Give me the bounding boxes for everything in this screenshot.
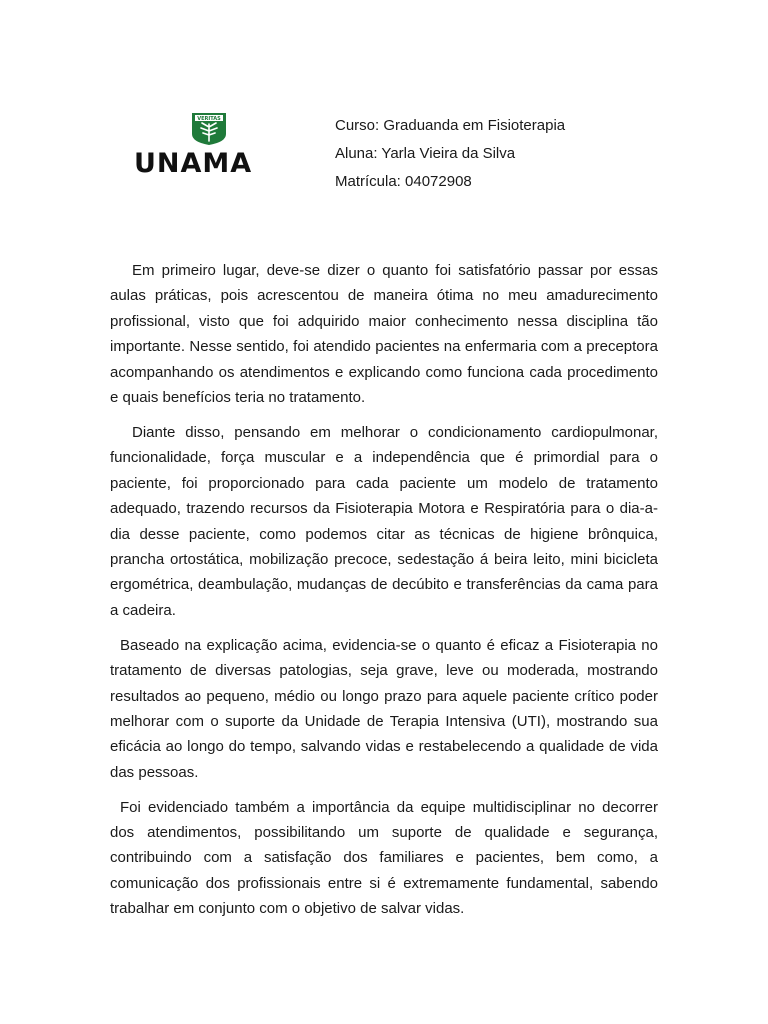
registration-line: Matrícula: 04072908 <box>335 173 472 190</box>
paragraph-1: Em primeiro lugar, deve-se dizer o quanto foi satisfatório passar por essas aulas práticas, pois acrescentou de maneira ótima no meu amadurecimento profissional, visto que foi adquirido maior conhecimento nessa disciplina tão importante. Nesse sentido, foi atendido pacientes na enfermaria com a preceptora acompanhando os atendimentos e explicando como funciona cada procedimento e quais benefícios teria no tratamento. <box>110 262 658 407</box>
unama-logo <box>134 112 298 178</box>
student-line: Aluna: Yarla Vieira da Silva <box>335 145 516 162</box>
paragraph-2: Diante disso, pensando em melhorar o condicionamento cardiopulmonar, funcionalidade, força muscular e a independência que é primordial para o paciente, foi proporcionado para cada paciente um modelo de tratamento adequado, trazendo recursos da Fisioterapia Motora e Respiratória para o dia-a-dia desse paciente, como podemos citar as técnicas de higiene brônquica, prancha ortostática, mobilização precoce, sedestação á beira leito, mini bicicleta ergométrica, deambulação, mudanças de decúbito e transferências da cama para a cadeira. <box>110 423 658 619</box>
header-info <box>335 112 565 196</box>
emblem-text: VERITAS <box>197 116 221 122</box>
report-body <box>110 258 658 931</box>
paragraph-4: Foi evidenciado também a importância da equipe multidisciplinar no decorrer dos atendimentos, possibilitando um suporte de qualidade e segurança, contribuindo com a satisfação dos familiares e pacientes, bem como, a comunicação dos profissionais entre si é extremamente fundamental, sabendo trabalhar em conjunto com o objetivo de salvar vidas. <box>110 798 658 918</box>
unama-emblem-icon <box>191 112 227 146</box>
paragraph-3: Baseado na explicação acima, evidencia-se o quanto é eficaz a Fisioterapia no tratamento de diversas patologias, seja grave, leve ou moderada, mostrando resultados ao pequeno, médio ou longo prazo para aquele paciente crítico poder melhorar com o suporte da Unidade de Terapia Intensiva (UTI), mostrando sua eficácia ao longo do tempo, salvando vidas e restabelecendo a qualidade de vida das pessoas. <box>110 636 658 781</box>
unama-wordmark: UNAMA <box>134 148 253 179</box>
course-line: Curso: Graduanda em Fisioterapia <box>335 117 566 134</box>
